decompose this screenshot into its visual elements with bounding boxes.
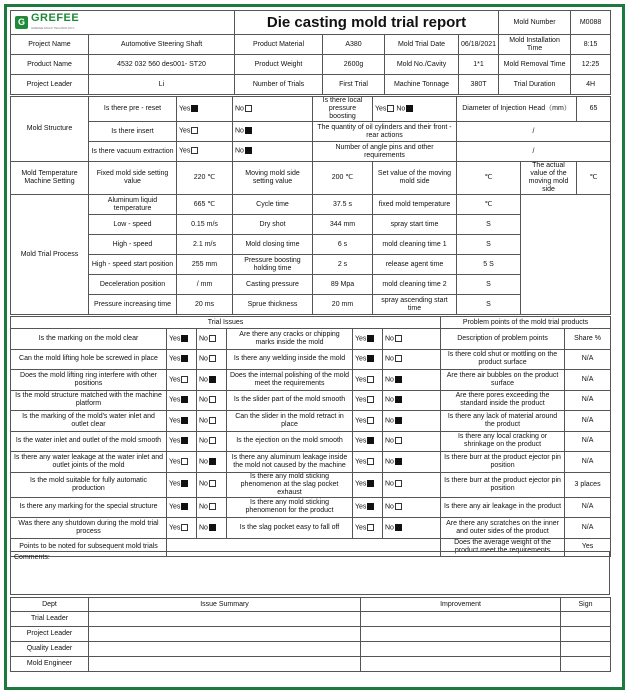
issue-question: Is the slag pocket easy to fall off	[227, 518, 353, 539]
trial-issues-title: Trial Issues	[11, 317, 441, 329]
process-value: 665 ℃	[177, 195, 233, 215]
process-label: Pressure increasing time	[89, 295, 177, 315]
issue-no-choice[interactable]: No	[197, 452, 227, 473]
checkbox-checked-icon	[191, 105, 198, 112]
process-label: Aluminum liquid temperature	[89, 195, 177, 215]
issue-yes-choice[interactable]: Yes	[353, 390, 383, 411]
label-product-material: Product Material	[235, 35, 323, 55]
points-note-label: Points to be noted for subsequent mold trials	[11, 538, 167, 556]
issue-question: Is the ejection on the mold smooth	[227, 431, 353, 452]
issue-no-choice[interactable]: No	[383, 518, 441, 539]
sign-cell[interactable]	[561, 612, 611, 627]
issue-no-choice[interactable]: No	[383, 452, 441, 473]
issue-row	[11, 472, 611, 497]
checkbox-checked-icon	[209, 458, 216, 465]
sign-cell[interactable]	[561, 657, 611, 672]
process-label: Deceleration position	[89, 275, 177, 295]
dept-header: Dept	[11, 598, 89, 612]
issue-question: Is there any welding inside the mold	[227, 349, 353, 370]
fixed-side-value: 220 ℃	[177, 162, 233, 195]
issue-yes-choice[interactable]: Yes	[353, 452, 383, 473]
issue-no-choice[interactable]: No	[197, 390, 227, 411]
value-project-leader: Li	[89, 75, 235, 95]
checkbox-empty-icon	[367, 458, 374, 465]
process-label: mold cleaning time 1	[373, 235, 457, 255]
issue-question: Was there any shutdown during the mold trial process	[11, 518, 167, 539]
problem-share: N/A	[565, 431, 611, 452]
value-product-weight: 2600g	[323, 55, 385, 75]
improve-cell[interactable]	[361, 612, 561, 627]
dept-project-leader: Project Leader	[11, 627, 89, 642]
fixed-side-label: Fixed mold side setting value	[89, 162, 177, 195]
issue-no-choice[interactable]: No	[197, 411, 227, 432]
issue-no-choice[interactable]: No	[197, 370, 227, 391]
issue-no-choice[interactable]: No	[197, 431, 227, 452]
problem-desc: Is there burr at the product ejector pin position	[441, 452, 565, 473]
checkbox-checked-icon	[367, 437, 374, 444]
issue-row	[11, 411, 611, 432]
value-install-time: 8:15	[571, 35, 611, 55]
local-boost-choice[interactable]: Yes No	[373, 97, 457, 122]
issue-yes-choice[interactable]: Yes	[167, 349, 197, 370]
process-value: 89 Mpa	[313, 275, 373, 295]
comments-label: Comments:	[14, 554, 50, 561]
issue-no-choice[interactable]: No	[197, 497, 227, 518]
label-removal-time: Mold Removal Time	[499, 55, 571, 75]
issue-question: Does the internal polishing of the mold meet the requirements	[227, 370, 353, 391]
checkbox-empty-icon	[395, 355, 402, 362]
issue-row	[11, 431, 611, 452]
value-trial-duration: 4H	[571, 75, 611, 95]
label-product-weight: Product Weight	[235, 55, 323, 75]
process-value: S	[457, 295, 521, 315]
mold-number-label: Mold Number	[499, 11, 571, 35]
problem-desc: Does the average weight of the product meet the requirements	[441, 538, 565, 556]
issues-table	[10, 316, 611, 557]
temp-label: Mold Temperature Machine Setting	[11, 162, 89, 195]
label-project-leader: Project Leader	[11, 75, 89, 95]
issue-yes-choice[interactable]: Yes	[167, 390, 197, 411]
set-value-unit: ℃	[457, 162, 521, 195]
issue-cell[interactable]	[89, 627, 361, 642]
problem-desc: Are there air bubbles on the product surface	[441, 370, 565, 391]
value-number-trials: First Trial	[323, 75, 385, 95]
label-machine-tonnage: Machine Tonnage	[385, 75, 459, 95]
process-value: S	[457, 275, 521, 295]
checkbox-empty-icon	[191, 127, 198, 134]
vacuum-no[interactable]: No	[233, 142, 313, 162]
issue-no-choice[interactable]: No	[383, 390, 441, 411]
set-value-label: Set value of the moving mold side	[373, 162, 457, 195]
checkbox-empty-icon	[191, 147, 198, 154]
problem-desc: Is there any local cracking or shrinkage on the product	[441, 431, 565, 452]
info-row-3	[11, 75, 611, 95]
issue-question: Is the mold structure matched with the machine platform	[11, 390, 167, 411]
issue-no-choice[interactable]: No	[383, 370, 441, 391]
issue-question: Is there any mold sticking phenomenon for the product	[227, 497, 353, 518]
checkbox-empty-icon	[181, 458, 188, 465]
issue-row	[11, 452, 611, 473]
process-value: 5 S	[457, 255, 521, 275]
issue-question: Is there any water leakage at the water inlet and outlet joints of the mold	[11, 452, 167, 473]
issue-question: Does the mold lifting ring interfere with other positions	[11, 370, 167, 391]
process-label: High - speed start position	[89, 255, 177, 275]
summary-table	[10, 597, 611, 672]
checkbox-empty-icon	[367, 396, 374, 403]
checkbox-checked-icon	[245, 127, 252, 134]
checkbox-checked-icon	[181, 437, 188, 444]
issue-no-choice[interactable]: No	[197, 518, 227, 539]
process-label: spray ascending start time	[373, 295, 457, 315]
issue-yes-choice[interactable]: Yes	[167, 452, 197, 473]
value-removal-time: 12:25	[571, 55, 611, 75]
issue-yes-choice[interactable]: Yes	[167, 431, 197, 452]
value-product-name: 4532 032 560 des001- ST20	[89, 55, 235, 75]
checkbox-checked-icon	[406, 105, 413, 112]
checkbox-empty-icon	[367, 417, 374, 424]
sign-cell[interactable]	[561, 642, 611, 657]
info-row-2	[11, 55, 611, 75]
issue-yes-choice[interactable]: Yes	[353, 431, 383, 452]
checkbox-checked-icon	[367, 503, 374, 510]
issue-no-choice[interactable]: No	[383, 349, 441, 370]
process-label: Cycle time	[233, 195, 313, 215]
issue-no-choice[interactable]: No	[197, 472, 227, 497]
pre-reset-yes[interactable]: Yes	[177, 97, 233, 122]
improvement-header: Improvement	[361, 598, 561, 612]
checkbox-empty-icon	[395, 335, 402, 342]
issue-no-choice[interactable]: No	[383, 329, 441, 350]
report-title: Die casting mold trial report	[235, 11, 499, 35]
process-value: / mm	[177, 275, 233, 295]
sign-cell[interactable]	[561, 627, 611, 642]
checkbox-checked-icon	[209, 524, 216, 531]
issue-yes-choice[interactable]: Yes	[353, 370, 383, 391]
problem-desc: Are there any scratches on the inner and outer sides of the product	[441, 518, 565, 539]
issue-yes-choice[interactable]: Yes	[353, 349, 383, 370]
issue-question: Can the mold lifting hole be screwed in place	[11, 349, 167, 370]
problem-desc: Are there pores exceeding the standard inside the product	[441, 390, 565, 411]
label-product-name: Product Name	[11, 55, 89, 75]
issue-question: Can the slider in the mold retract in place	[227, 411, 353, 432]
issue-question: Is the water inlet and outlet of the mold smooth	[11, 431, 167, 452]
problem-share: N/A	[565, 497, 611, 518]
problem-desc: Is there any air leakage in the product	[441, 497, 565, 518]
vacuum-yes[interactable]: Yes	[177, 142, 233, 162]
mold-structure-label: Mold Structure	[11, 97, 89, 162]
value-machine-tonnage: 380T	[459, 75, 499, 95]
process-value: 0.15 m/s	[177, 215, 233, 235]
moving-side-value: 200 ℃	[313, 162, 373, 195]
checkbox-empty-icon	[395, 503, 402, 510]
process-label: spray start time	[373, 215, 457, 235]
diameter-label: Diameter of Injection Head（mm）	[457, 97, 577, 122]
improve-cell[interactable]	[361, 657, 561, 672]
issue-yes-choice[interactable]: Yes	[167, 411, 197, 432]
problem-share-header: Share %	[565, 329, 611, 350]
problem-desc-header: Description of problem points	[441, 329, 565, 350]
checkbox-checked-icon	[395, 524, 402, 531]
checkbox-empty-icon	[367, 376, 374, 383]
process-value: 2 s	[313, 255, 373, 275]
process-label: fixed mold temperature	[373, 195, 457, 215]
process-label: Sprue thickness	[233, 295, 313, 315]
q-insert: Is there insert	[89, 122, 177, 142]
dept-quality-leader: Quality Leader	[11, 642, 89, 657]
moving-side-label: Moving mold side setting value	[233, 162, 313, 195]
issue-row	[11, 349, 611, 370]
issue-question: Is there any aluminum leakage inside the mold not caused by the machine	[227, 452, 353, 473]
checkbox-empty-icon	[395, 480, 402, 487]
actual-value-unit: ℃	[577, 162, 611, 195]
issue-question: Is the marking on the mold clear	[11, 329, 167, 350]
process-label: Low - speed	[89, 215, 177, 235]
checkbox-checked-icon	[209, 376, 216, 383]
checkbox-empty-icon	[209, 503, 216, 510]
issue-no-choice[interactable]: No	[197, 349, 227, 370]
process-label: Dry shot	[233, 215, 313, 235]
process-label: mold cleaning time 2	[373, 275, 457, 295]
value-trial-date: 06/18/2021	[459, 35, 499, 55]
logo-brand: GREFEE	[31, 11, 80, 24]
issue-question: Is there any mold sticking phenomenon at the slag pocket exhaust	[227, 472, 353, 497]
process-value: 344 mm	[313, 215, 373, 235]
problem-share: N/A	[565, 349, 611, 370]
issue-row	[11, 329, 611, 350]
process-value: 37.5 s	[313, 195, 373, 215]
issue-yes-choice[interactable]: Yes	[353, 472, 383, 497]
label-number-trials: Number of Trials	[235, 75, 323, 95]
problem-share: N/A	[565, 370, 611, 391]
process-label: High - speed	[89, 235, 177, 255]
checkbox-checked-icon	[181, 417, 188, 424]
angle-pins-value: /	[457, 142, 611, 162]
label-project-name: Project Name	[11, 35, 89, 55]
issue-yes-choice[interactable]: Yes	[167, 329, 197, 350]
problem-share: 3 places	[565, 472, 611, 497]
issue-no-choice[interactable]: No	[383, 411, 441, 432]
checkbox-empty-icon	[209, 417, 216, 424]
q-local-boost: Is there local pressure boosting	[313, 97, 373, 122]
checkbox-checked-icon	[395, 376, 402, 383]
issue-question: Is there any marking for the special structure	[11, 497, 167, 518]
q-angle-pins: Number of angle pins and other requirements	[313, 142, 457, 162]
q-oil-cylinders: The quantity of oil cylinders and their front - rear actions	[313, 122, 457, 142]
process-value: 6 s	[313, 235, 373, 255]
issue-no-choice[interactable]: No	[383, 497, 441, 518]
info-row-1	[11, 35, 611, 55]
checkbox-checked-icon	[245, 147, 252, 154]
checkbox-empty-icon	[209, 335, 216, 342]
issue-cell[interactable]	[89, 657, 361, 672]
issue-yes-choice[interactable]: Yes	[353, 518, 383, 539]
issue-no-choice[interactable]: No	[383, 431, 441, 452]
checkbox-checked-icon	[367, 480, 374, 487]
dept-trial-leader: Trial Leader	[11, 612, 89, 627]
insert-yes[interactable]: Yes	[177, 122, 233, 142]
value-project-name: Automotive Steering Shaft	[89, 35, 235, 55]
label-mold-cavity: Mold No./Cavity	[385, 55, 459, 75]
problem-points-title: Problem points of the mold trial products	[441, 317, 611, 329]
pre-reset-no[interactable]: No	[233, 97, 313, 122]
checkbox-checked-icon	[395, 417, 402, 424]
issue-no-choice[interactable]: No	[197, 329, 227, 350]
label-trial-date: Mold Trial Date	[385, 35, 459, 55]
process-label: Pressure boosting holding time	[233, 255, 313, 275]
problem-share: N/A	[565, 411, 611, 432]
checkbox-checked-icon	[395, 458, 402, 465]
logo	[11, 11, 235, 35]
issue-row	[11, 370, 611, 391]
checkbox-empty-icon	[387, 105, 394, 112]
problem-desc: Is there cold shut or mottling on the product surface	[441, 349, 565, 370]
label-trial-duration: Trial Duration	[499, 75, 571, 95]
process-value: 20 ms	[177, 295, 233, 315]
checkbox-empty-icon	[181, 524, 188, 531]
issue-question: Are there any cracks or chipping marks inside the mold	[227, 329, 353, 350]
process-label: release agent time	[373, 255, 457, 275]
sign-header: Sign	[561, 598, 611, 612]
checkbox-checked-icon	[181, 396, 188, 403]
checkbox-empty-icon	[209, 437, 216, 444]
process-value: S	[457, 215, 521, 235]
process-value: 2.1 m/s	[177, 235, 233, 255]
label-install-time: Mold Installation Time	[499, 35, 571, 55]
problem-share: N/A	[565, 518, 611, 539]
process-value: 20 mm	[313, 295, 373, 315]
process-value: S	[457, 235, 521, 255]
checkbox-empty-icon	[245, 105, 252, 112]
issue-question: Is the marking of the mold's water inlet and outlet clear	[11, 411, 167, 432]
checkbox-checked-icon	[395, 396, 402, 403]
issue-summary-header: Issue Summary	[89, 598, 361, 612]
checkbox-checked-icon	[181, 503, 188, 510]
problem-desc: Is there burr at the product ejector pin position	[441, 472, 565, 497]
issue-yes-choice[interactable]: Yes	[167, 497, 197, 518]
issue-no-choice[interactable]: No	[383, 472, 441, 497]
issue-yes-choice[interactable]: Yes	[167, 370, 197, 391]
improve-cell[interactable]	[361, 642, 561, 657]
mold-number-value: M0088	[571, 11, 611, 35]
checkbox-empty-icon	[209, 355, 216, 362]
issue-row	[11, 497, 611, 518]
issue-yes-choice[interactable]: Yes	[167, 518, 197, 539]
checkbox-empty-icon	[395, 437, 402, 444]
problem-share: Yes	[565, 538, 611, 556]
comments-box[interactable]	[10, 551, 610, 595]
insert-no[interactable]: No	[233, 122, 313, 142]
checkbox-checked-icon	[367, 355, 374, 362]
problem-desc: Is there any lack of material around the product	[441, 411, 565, 432]
checkbox-checked-icon	[367, 335, 374, 342]
logo-tagline: GREFEE MOLD TECHNOLOGY	[31, 25, 75, 30]
issue-row	[11, 390, 611, 411]
issue-yes-choice[interactable]: Yes	[353, 411, 383, 432]
checkbox-checked-icon	[181, 335, 188, 342]
diameter-value: 65	[577, 97, 611, 122]
logo-icon: G	[15, 16, 28, 29]
value-product-material: A380	[323, 35, 385, 55]
actual-value-label: The actual value of the moving mold side	[521, 162, 577, 195]
checkbox-checked-icon	[181, 355, 188, 362]
issue-yes-choice[interactable]: Yes	[353, 329, 383, 350]
process-blank	[521, 195, 611, 315]
q-pre-reset: Is there pre - reset	[89, 97, 177, 122]
process-label: Mold closing time	[233, 235, 313, 255]
value-mold-cavity: 1*1	[459, 55, 499, 75]
q-vacuum: Is there vacuum extraction	[89, 142, 177, 162]
process-label: Casting pressure	[233, 275, 313, 295]
checkbox-empty-icon	[209, 480, 216, 487]
issue-cell[interactable]	[89, 612, 361, 627]
dept-mold-engineer: Mold Engineer	[11, 657, 89, 672]
process-value: 255 mm	[177, 255, 233, 275]
oil-cylinders-value: /	[457, 122, 611, 142]
checkbox-empty-icon	[367, 524, 374, 531]
issue-question: Is the mold suitable for fully automatic production	[11, 472, 167, 497]
checkbox-empty-icon	[181, 376, 188, 383]
process-value: ℃	[457, 195, 521, 215]
issue-yes-choice[interactable]: Yes	[167, 472, 197, 497]
process-table	[10, 96, 611, 315]
trial-process-label: Mold Trial Process	[11, 195, 89, 315]
problem-share: N/A	[565, 390, 611, 411]
improve-cell[interactable]	[361, 627, 561, 642]
issue-yes-choice[interactable]: Yes	[353, 497, 383, 518]
issue-cell[interactable]	[89, 642, 361, 657]
checkbox-checked-icon	[181, 480, 188, 487]
header-table	[10, 10, 611, 95]
checkbox-empty-icon	[209, 396, 216, 403]
problem-share: N/A	[565, 452, 611, 473]
issue-question: Is the slider part of the mold smooth	[227, 390, 353, 411]
issue-row	[11, 518, 611, 539]
